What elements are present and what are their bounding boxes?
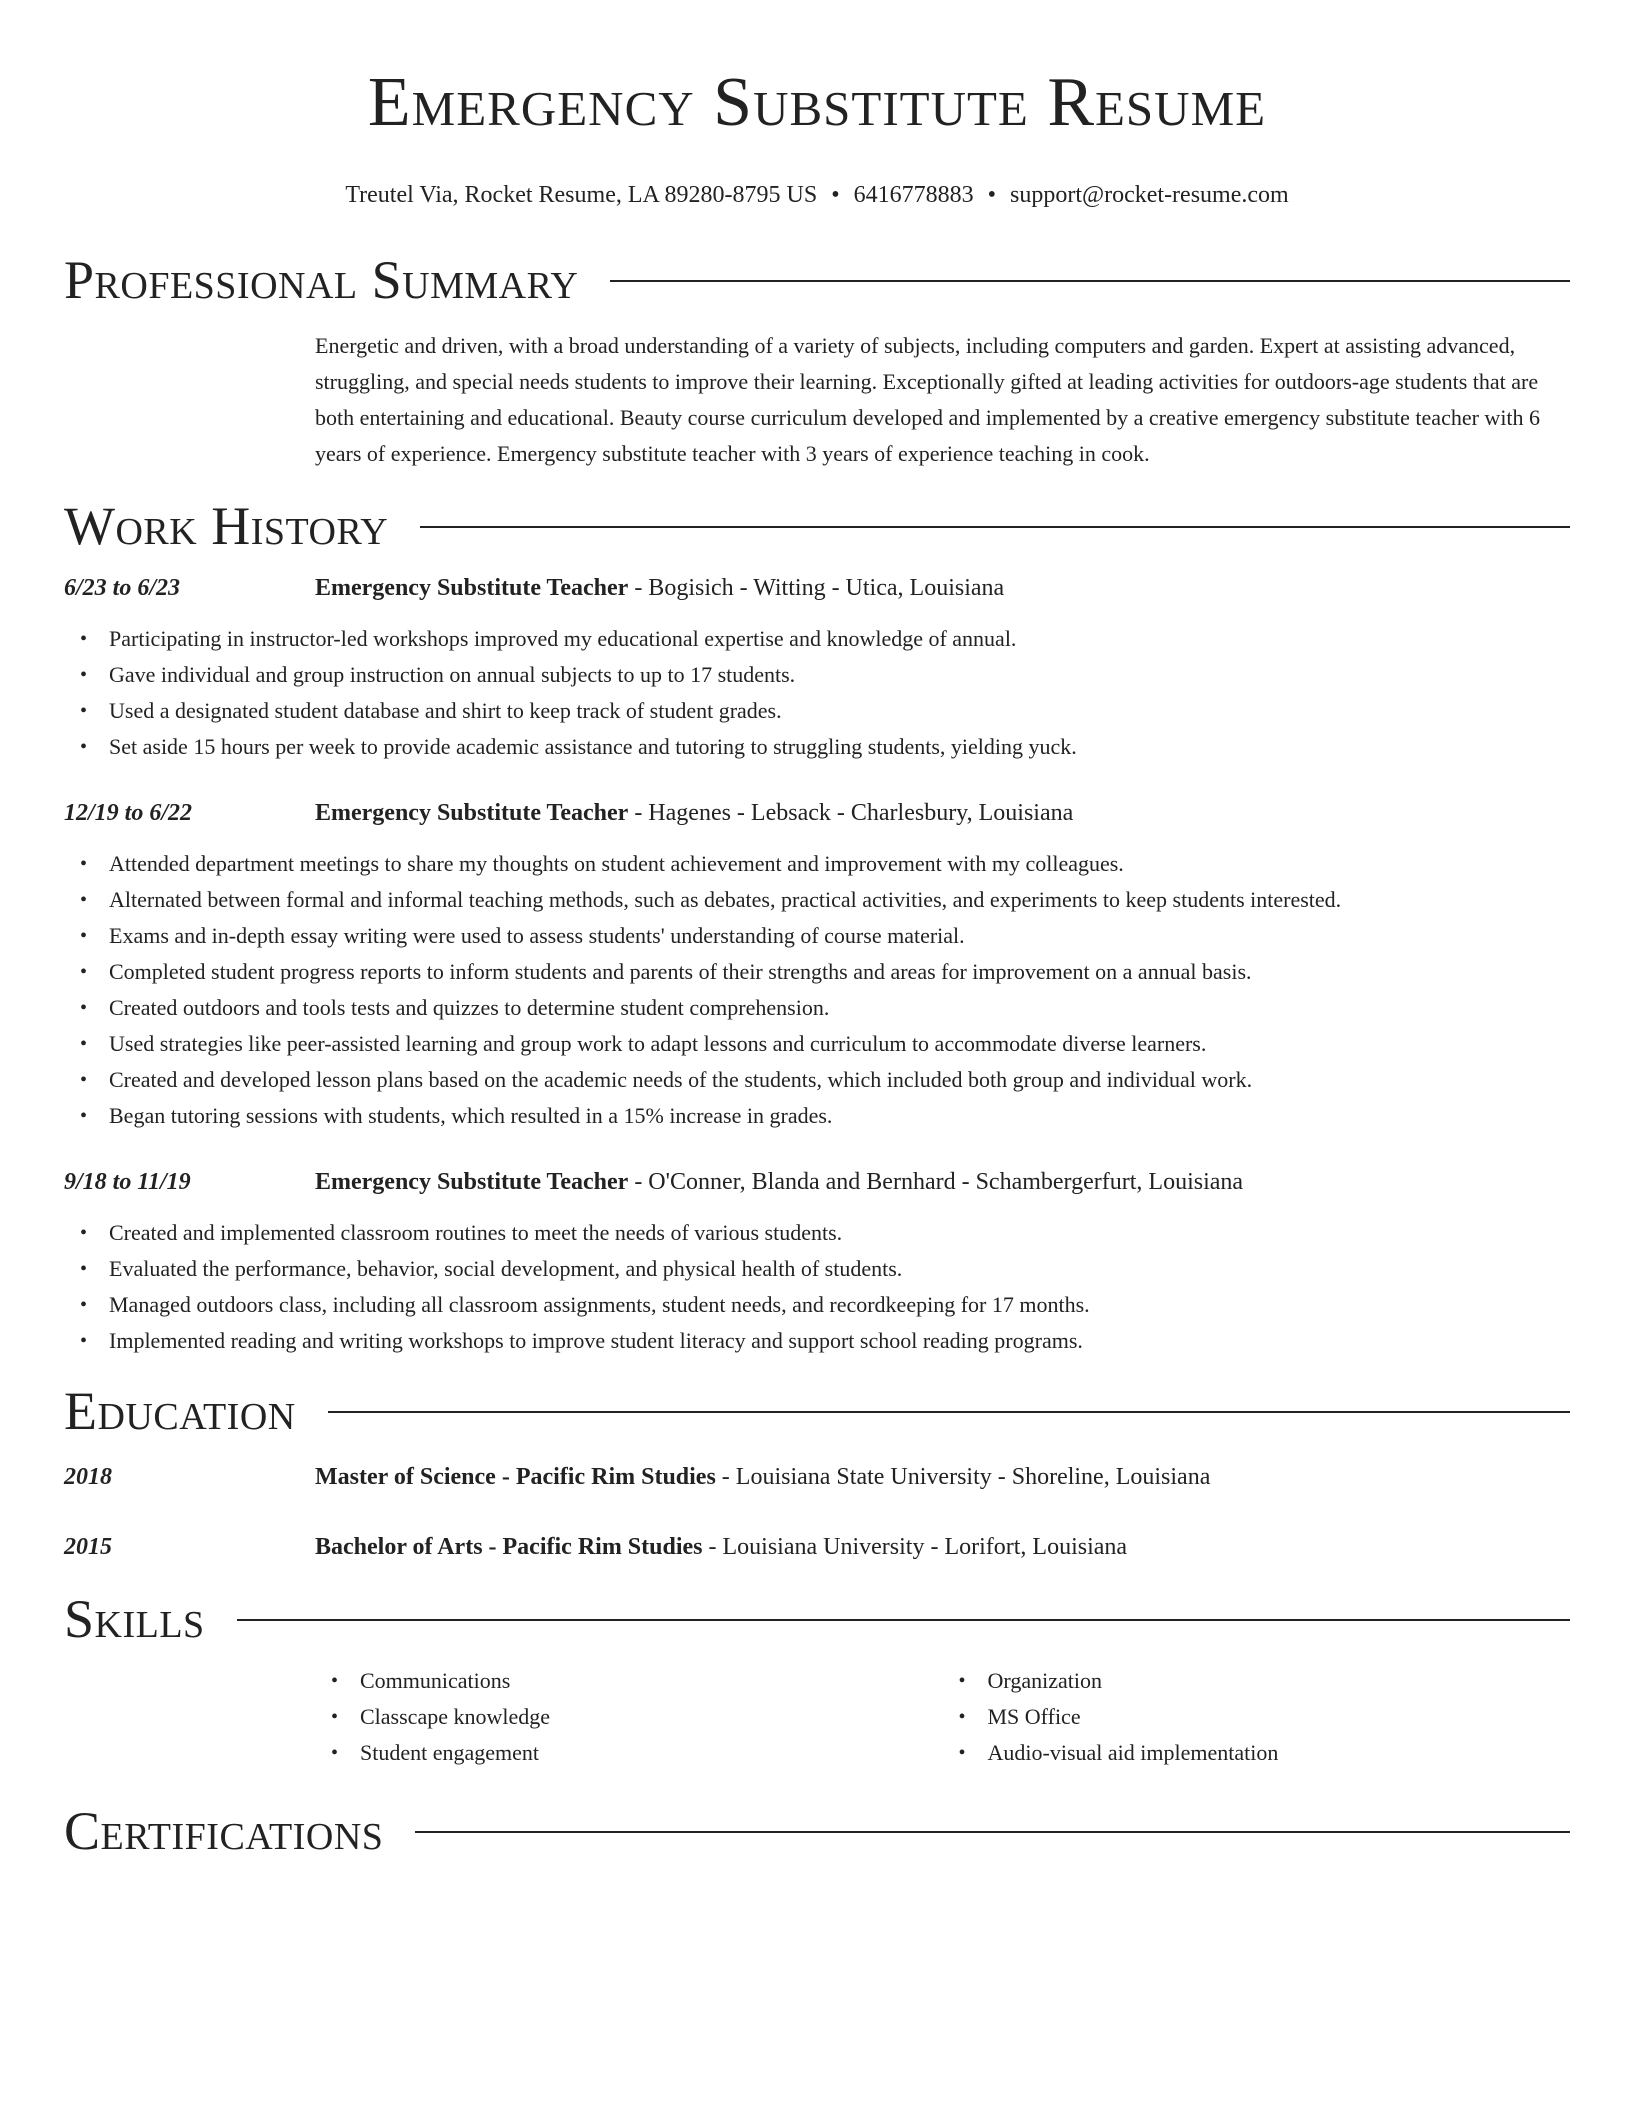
job-bullet: • Evaluated the performance, behavior, social development, and physical health of students. (109, 1251, 1570, 1287)
job-title-line (315, 572, 1570, 604)
section-divider (415, 1831, 1570, 1833)
job-entry (64, 797, 1570, 1134)
job-bullet: • Completed student progress reports to inform students and parents of their strengths and areas for improvement on a annual basis. (109, 954, 1570, 990)
contact-separator: • (831, 182, 840, 208)
certifications-section-header (64, 1801, 1570, 1861)
contact-phone: 6416778883 (853, 182, 974, 208)
work-section-header (64, 496, 1570, 556)
skills-column-right (943, 1663, 1571, 1771)
job-bullet: • Began tutoring sessions with students, which resulted in a 15% increase in grades. (109, 1098, 1570, 1134)
work-heading: Work History (64, 496, 389, 556)
resume-title: Emergency Substitute Resume (367, 64, 1267, 141)
job-bullet: • Created outdoors and tools tests and quizzes to determine student comprehension. (109, 990, 1570, 1026)
section-divider (610, 280, 1570, 282)
education-heading: Education (64, 1381, 296, 1441)
job-bullet: • Used a designated student database and shirt to keep track of student grades. (109, 693, 1570, 729)
job-bullets (64, 621, 1570, 765)
education-degree: Bachelor of Arts - Pacific Rim Studies (315, 1534, 703, 1560)
education-line (315, 1531, 1570, 1563)
section-divider (328, 1411, 1570, 1413)
job-entry (64, 572, 1570, 765)
job-bullet: • Implemented reading and writing workshops to improve student literacy and support school reading programs. (109, 1323, 1570, 1359)
summary-section-header (64, 250, 1570, 310)
job-bullets (64, 1215, 1570, 1359)
skills-section-header (64, 1589, 1570, 1649)
skills-column-left (315, 1663, 943, 1771)
job-header (64, 572, 1570, 604)
job-dates: 12/19 to 6/22 (64, 800, 193, 826)
job-bullet: • Set aside 15 hours per week to provide academic assistance and tutoring to struggling students, yielding yuck. (109, 729, 1570, 765)
job-title: Emergency Substitute Teacher (315, 575, 629, 601)
job-title-line (315, 797, 1570, 829)
job-header (64, 1166, 1570, 1198)
education-entry (64, 1531, 1570, 1563)
skill-item: • Organization (988, 1663, 1571, 1699)
job-title: Emergency Substitute Teacher (315, 800, 629, 826)
job-bullet: • Created and implemented classroom routines to meet the needs of various students. (109, 1215, 1570, 1251)
job-entry (64, 1166, 1570, 1359)
job-employer: - O'Conner, Blanda and Bernhard - Schambergerfurt, Louisiana (628, 1169, 1244, 1195)
job-bullet: • Exams and in-depth essay writing were used to assess students' understanding of course material. (109, 918, 1570, 954)
contact-line (64, 180, 1570, 210)
education-section-header (64, 1381, 1570, 1441)
skill-item: • Student engagement (360, 1735, 943, 1771)
contact-separator: • (987, 182, 996, 208)
certifications-heading: Certifications (64, 1801, 384, 1861)
job-bullet: • Attended department meetings to share my thoughts on student achievement and improvement with my colleagues. (109, 846, 1570, 882)
skill-item: • MS Office (988, 1699, 1571, 1735)
education-year: 2018 (64, 1464, 112, 1490)
contact-address: Treutel Via, Rocket Resume, LA 89280-8795 US (345, 182, 818, 208)
job-bullet: • Alternated between formal and informal teaching methods, such as debates, practical activities, and experiments to keep students interested. (109, 882, 1570, 918)
job-bullet: • Used strategies like peer-assisted learning and group work to adapt lessons and curriculum to accommodate diverse learners. (109, 1026, 1570, 1062)
education-line (315, 1461, 1570, 1493)
job-employer: - Hagenes - Lebsack - Charlesbury, Louisiana (628, 800, 1074, 826)
job-title-line (315, 1166, 1570, 1198)
contact-email: support@rocket-resume.com (1010, 182, 1289, 208)
skills-list (315, 1663, 1570, 1771)
job-title: Emergency Substitute Teacher (315, 1169, 629, 1195)
job-bullet: • Gave individual and group instruction on annual subjects to up to 17 students. (109, 657, 1570, 693)
job-dates: 6/23 to 6/23 (64, 575, 181, 601)
job-bullets (64, 846, 1570, 1134)
education-school: - Louisiana State University - Shoreline, Louisiana (715, 1464, 1211, 1490)
resume-page (64, 0, 1570, 1861)
job-employer: - Bogisich - Witting - Utica, Louisiana (628, 575, 1005, 601)
skill-item: • Audio-visual aid implementation (988, 1735, 1571, 1771)
education-year: 2015 (64, 1534, 112, 1560)
summary-heading: Professional Summary (64, 250, 579, 310)
job-bullet: • Managed outdoors class, including all classroom assignments, student needs, and recordkeeping for 17 months. (109, 1287, 1570, 1323)
skill-item: • Communications (360, 1663, 943, 1699)
education-entry (64, 1461, 1570, 1493)
job-header (64, 797, 1570, 829)
job-bullet: • Created and developed lesson plans based on the academic needs of the students, which included both group and individual work. (109, 1062, 1570, 1098)
summary-text: Energetic and driven, with a broad understanding of a variety of subjects, including computers and garden. Expert at assisting advanced, struggling, and special needs students to improve their learning. Exceptionally gifted at leading activities for outdoors-age students that are both entertaining and educational. Beauty course curriculum developed and implemented by a creative emergency substitute teacher with 6 years of experience. Emergency substitute teacher with 3 years of experience teaching in cook. (315, 333, 1541, 466)
education-school: - Louisiana University - Lorifort, Louisiana (702, 1534, 1128, 1560)
job-bullet: • Participating in instructor-led workshops improved my educational expertise and knowledge of annual. (109, 621, 1570, 657)
skills-heading: Skills (64, 1589, 205, 1649)
section-divider (420, 526, 1570, 528)
section-divider (237, 1619, 1570, 1621)
skill-item: • Classcape knowledge (360, 1699, 943, 1735)
education-degree: Master of Science - Pacific Rim Studies (315, 1464, 716, 1490)
job-dates: 9/18 to 11/19 (64, 1169, 191, 1195)
